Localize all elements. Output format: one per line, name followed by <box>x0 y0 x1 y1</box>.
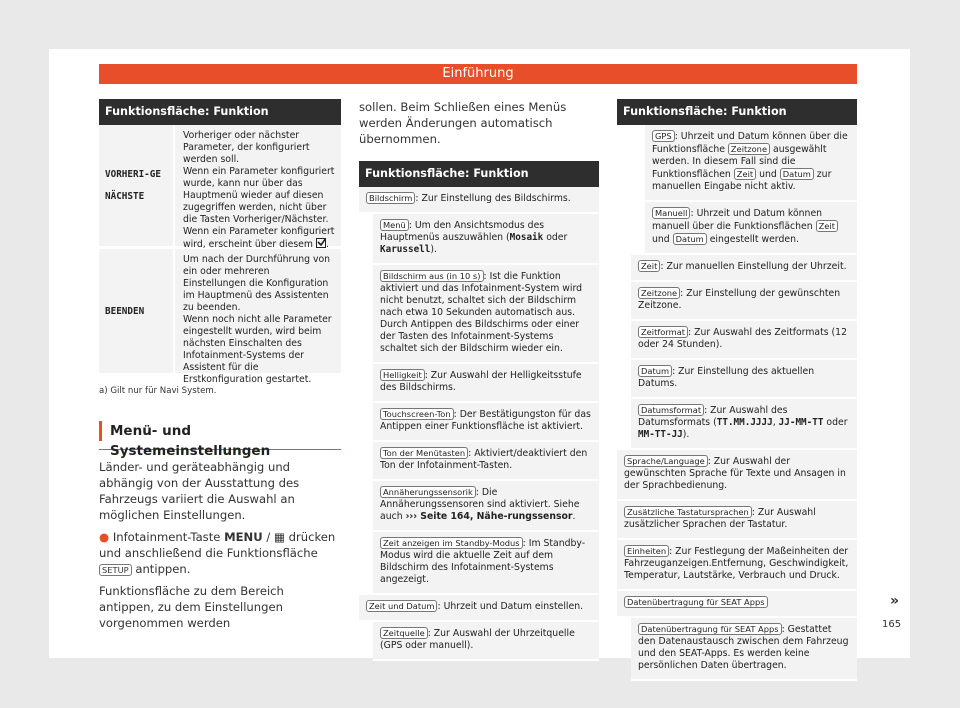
item-text: oder <box>543 232 568 243</box>
list-item <box>373 265 599 364</box>
item-text: : Die Annäherungssensoren sind aktiviert. Siehe auch <box>380 487 580 522</box>
function-key: Datum <box>673 233 707 245</box>
list-item <box>631 282 857 321</box>
function-key: Helligkeit <box>380 369 425 381</box>
function-key: Einheiten <box>624 545 669 557</box>
bullet-icon: ● <box>99 530 110 544</box>
paragraph: Funktionsfläche zu dem Bereich antippen, zu dem Einstellungen vorgenommen werden <box>99 584 284 630</box>
section-heading-wrap <box>99 421 341 459</box>
item-text: : Uhrzeit und Datum können manuell über die Funktionsflächen <box>652 208 823 232</box>
function-key: Bildschirm aus (in 10 s) <box>380 270 484 282</box>
list-item <box>373 214 599 265</box>
item-text: : Uhrzeit und Datum einstellen. <box>437 601 584 612</box>
list-item <box>645 202 857 255</box>
item-text: . <box>572 511 576 522</box>
setup-key: SETUP <box>99 564 132 576</box>
left-column <box>99 99 341 631</box>
footnote: a) Gilt nur für Navi System. <box>99 386 217 396</box>
function-key: Datumsformat <box>638 404 704 416</box>
function-key: Datum <box>638 365 672 377</box>
function-key: Menü <box>380 219 409 231</box>
function-key: Zusätzliche Tastatursprachen <box>624 506 752 518</box>
function-key: Zeit <box>638 260 660 272</box>
page-header: Einführung <box>99 64 857 84</box>
list-item <box>359 595 599 622</box>
apps-grid-icon: ▦ <box>273 530 285 544</box>
item-text: : Uhrzeit und Datum können über die Funktionsfläche <box>652 131 848 155</box>
middle-table-head: Funktionsfläche: Funktion <box>359 161 599 187</box>
function-key: Manuell <box>652 207 690 219</box>
item-text: ausgewählt werden. In diesem Fall sind die Funktionsflächen <box>652 144 827 180</box>
format-value: Mosaik <box>509 232 544 243</box>
item-text: : Gestattet den Datenaustausch zwischen dem Fahrzeug und den SEAT-Apps. Es werden keine persönlichen Daten übertragen. <box>638 624 849 671</box>
item-text: : Zur Auswahl zusätzlicher Sprachen der Tastatur. <box>624 507 816 530</box>
function-key: Zeitformat <box>638 326 688 338</box>
function-key: Touchscreen-Ton <box>380 408 454 420</box>
table-row <box>99 249 341 385</box>
key-vorherige-naechste: VORHERI-GE NÄCHSTE <box>105 169 161 202</box>
function-key: Datum <box>780 168 814 180</box>
list-item <box>631 255 857 282</box>
list-item <box>373 364 599 403</box>
item-text: : Zur Einstellung des aktuellen Datums. <box>638 366 815 389</box>
list-item <box>359 187 599 214</box>
row-description: Um nach der Durchführung von ein oder mehreren Einstellungen die Konfiguration im Hauptmenü des Assistenten zu beenden. Wenn noch nicht alle Parameter eingestellt wurden, wird beim nächsten Einschalten des Infotainment-Systems der Assistent für die Erstkonfiguration gestartet. <box>173 249 341 373</box>
format-value: JJ-MM-TT <box>778 417 824 428</box>
menu-key: MENU <box>224 530 263 544</box>
list-item <box>373 403 599 442</box>
format-value: MM-TT-JJ <box>638 429 683 440</box>
item-text: : Zur Auswahl der Uhrzeitquelle (GPS oder manuell). <box>380 628 575 651</box>
item-text: eingestellt werden. <box>706 234 799 245</box>
list-item <box>373 532 599 595</box>
row-description: Vorheriger oder nächster Parameter, der konfiguriert werden soll. Wenn ein Parameter konfiguriert wurde, kann nur über das Hauptmenü wieder auf diesen zugegriffen werden, nicht über die Tasten Vorheriger/Nächster. Wenn ein Parameter konfiguriert wird, erscheint über diesem . <box>173 125 341 246</box>
manual-page <box>49 49 910 671</box>
right-column <box>617 99 857 681</box>
page-number: 165 <box>882 619 902 630</box>
item-text: : Zur manuellen Einstellung der Uhrzeit. <box>660 261 847 272</box>
function-key: Zeit und Datum <box>366 600 437 612</box>
list-item <box>617 501 857 540</box>
list-item <box>631 321 857 360</box>
function-key: Bildschirm <box>366 192 415 204</box>
list-item <box>631 360 857 399</box>
item-text: : Um den Ansichtsmodus des Hauptmenüs auszuwählen ( <box>380 220 545 243</box>
item-text: : Ist die Funktion aktiviert und das Infotainment-System wird nicht benutzt, schaltet sich der Bildschirm nach etwa 10 Sekunden automatisch aus. Durch Antippen des Bildschirms oder einer der Tasten des Infotainment-Systems schaltet sich der Bildschirm wieder ein. <box>380 271 583 354</box>
function-key: Zeitquelle <box>380 627 428 639</box>
item-text: : Aktiviert/deaktiviert den Ton der Infotainment-Tasten. <box>380 448 588 471</box>
right-table-head: Funktionsfläche: Funktion <box>617 99 857 125</box>
checkbox-checked-icon <box>316 238 326 248</box>
item-text: : Zur Einstellung des Bildschirms. <box>415 193 571 204</box>
function-key: Ton der Menütasten <box>380 447 468 459</box>
format-value: TT.MM.JJJJ <box>716 417 773 428</box>
item-text: : Der Bestätigungston für das Antippen einer Funktionsfläche ist aktiviert. <box>380 409 591 432</box>
left-table-head: Funktionsfläche: Funktion <box>99 99 341 125</box>
page-reference: ››› Seite 164, Nähe-rungssensor <box>405 511 573 522</box>
continue-chevron-icon: » <box>890 593 900 609</box>
list-item <box>617 450 857 501</box>
function-key: Zeit anzeigen im Standby-Modus <box>380 537 523 549</box>
item-text: ). <box>430 244 437 255</box>
table-row <box>99 125 341 249</box>
item-text: , <box>772 417 779 428</box>
function-key: Zeitzone <box>638 287 680 299</box>
item-text: und <box>652 234 673 245</box>
key-beenden: BEENDEN <box>105 305 145 317</box>
item-text: : Zur Auswahl des Zeitformats (12 oder 24 Stunden). <box>638 327 847 350</box>
list-item <box>617 540 857 591</box>
item-text: : Zur Auswahl der gewünschten Sprache für Texte und Ansagen in der Sprachbedienung. <box>624 456 846 491</box>
list-item <box>631 399 857 450</box>
item-text: : Zur Auswahl der Helligkeitsstufe des Bildschirms. <box>380 370 582 393</box>
section-heading: Menü- und Systemeinstellungen <box>99 421 341 441</box>
item-text: ). <box>682 429 690 440</box>
middle-column <box>359 99 599 661</box>
list-item <box>617 591 857 618</box>
item-text: : Zur Festlegung der Maßeinheiten der Fahrzeuganzeigen.Entfernung, Geschwindigkeit, Temperatur, Lautstärke, Verbrauch und Druck. <box>624 546 849 581</box>
paragraph: sollen. Beim Schließen eines Menüs werden Änderungen automatisch übernommen. <box>359 100 567 146</box>
item-text: zur manuellen Eingabe nicht aktiv. <box>652 169 832 192</box>
function-key: Zeit <box>816 220 838 232</box>
item-text: und <box>756 169 780 180</box>
function-key: Zeitzone <box>728 143 770 155</box>
bullet-item: ● Infotainment-Taste MENU / ▦ drücken und anschließend die Funktionsfläche SETUP antippen. <box>99 530 336 576</box>
function-key: Sprache/Language <box>624 455 708 467</box>
list-item <box>373 481 599 532</box>
function-key: Annäherungssensorik <box>380 486 476 498</box>
function-key: GPS <box>652 130 675 142</box>
item-text: oder <box>823 417 848 428</box>
format-value: Karussell <box>380 244 431 255</box>
function-key: Zeit <box>734 168 756 180</box>
list-item <box>373 622 599 661</box>
paragraph: Länder- und geräteabhängig und abhängig von der Ausstattung des Fahrzeugs variiert die Auswahl an möglichen Einstellungen. <box>99 460 300 522</box>
item-text: : Im Standby-Modus wird die aktuelle Zeit auf dem Bildschirm des Infotainment-Systems angezeigt. <box>380 538 586 585</box>
function-key: Datenübertragung für SEAT Apps <box>624 596 768 608</box>
function-key: Datenübertragung für SEAT Apps <box>638 623 782 635</box>
item-text: : Zur Auswahl des Datumsformats ( <box>638 405 788 428</box>
list-item <box>631 618 857 681</box>
list-item <box>645 125 857 202</box>
item-text: : Zur Einstellung der gewünschten Zeitzone. <box>638 288 841 311</box>
list-item <box>373 442 599 481</box>
